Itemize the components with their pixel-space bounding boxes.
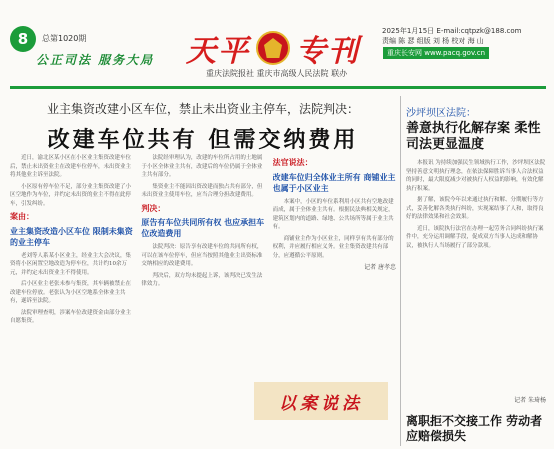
paragraph: 老刘等人系某小区业主，经业主大会决议，集资将小区闲置空地改造为停车位，共计约10余万元，并约定未出资业主不得使用。 [10,252,132,276]
side-body [406,159,546,391]
sub-headline: 改建车位归全体业主所有 商铺业主也属于小区业主 [272,171,396,193]
paragraph: 本报讯 为持续加强民生领域执行工作，沙坪坝区法院坚持善意文明执行理念，在依法保障胜诉当事人合法权益的同时，最大限度减少对被执行人权益的影响，有效化解执行积案。 [406,160,546,192]
section-tag: 法官说法： [272,157,313,167]
side-kicker: 沙坪坝区法院： [406,108,476,119]
main-headline: 改建车位共有 但需交纳费用 [47,127,359,153]
sponsors: 重庆法院报社 重庆市高级人民法院 联办 [206,69,348,78]
side-headline: 善意执行化解存案 柔性司法更显温度 [406,121,541,152]
byline: 记者 唐孝忠 [364,264,396,271]
issue-number: 总第1020期 [42,34,87,43]
section-tag: 案由： [10,211,34,221]
title-left: 天平 [186,34,250,69]
masthead-title [186,26,360,70]
side-story [406,96,546,446]
paragraph: 判决后，双方均未提起上诉，该判决已发生法律效力。 [141,272,263,287]
publication-date: 2025年1月15日 E-mail:cqtpzk@188.com [382,27,522,35]
paragraph: 本案中，小区的车位系利用小区共有空地改建而成，属于全体业主共有。根据民法典相关规定，建筑区划内的道路、绿地、公共场所等属于业主共有。 [272,198,394,230]
paragraph: 小区原有停车位不足，部分业主集资改建了小区空地作为车位，并约定未出资的业主不得在此停车，引发纠纷。 [10,183,132,207]
court-emblem-icon [256,31,290,65]
sub-headline: 原告有车位共同所有权 也应承担车位改造费用 [141,217,265,238]
paragraph: 近日，该院执行法官在办理一起劳务合同纠纷执行案件中，充分运用调解手段，促成双方当事人达成和解协议，被执行人当场履行了部分款项。 [406,225,544,249]
paragraph: 集资业主不能因出资改建而独占共有部分，但未出资业主使用车位，应当合理分担改建费用。 [141,183,263,198]
main-kicker: 业主集资改建小区车位，禁止未出资业主停车，法院判决： [46,102,359,116]
column-divider [400,96,401,446]
paragraph: 法院审理查明，涉案车位改建资金由部分业主自愿集资。 [10,309,132,324]
paragraph: 法院判决：原告享有改建车位的共同所有权，可以在该车位停车，但应当按照其他业主出资标准交纳相应的改建费用。 [141,244,263,267]
column-1 [10,154,133,444]
paragraph: 后小区业主老张未参与集资，其车辆被禁止在改建车位停放。老张认为小区空地系全体业主共有，遂诉至法院。 [10,281,132,304]
paragraph: 近日，渝北区某小区在小区业主集资改建车位后，禁止未出资业主在改建车位停车，未出资业主将其他业主诉至法院。 [10,155,132,178]
slogan: 公正司法 服务大局 [36,53,155,67]
page-number-badge: 8 [10,26,36,52]
masthead-divider [10,86,546,89]
masthead [0,0,554,92]
paragraph: 据了解，该院今年以来通过执行和解、分期履行等方式，妥善化解各类执行纠纷，实现案结事了人和，取得良好的法律效果和社会效果。 [406,197,544,220]
byline: 记者 朱琦杨 [514,397,546,404]
section-tag: 判决： [141,202,166,213]
legal-banner [254,382,388,420]
column-2 [141,154,264,444]
main-story [10,96,396,446]
paragraph: 法院经审理认为，改建的车位所占用的土地属于小区全体业主共有，改建后的车位仍属于全体业主共有部分。 [141,155,263,178]
sub-headline: 业主集资改造小区车位 限制未集资的业主停车 [10,225,133,247]
website-link[interactable]: 重庆长安网 www.pacq.gov.cn [383,47,489,59]
editor-credits: 责编 陈 瑟 组版 刘 杨 校对 海 山 [382,37,484,45]
bottom-headline: 离职拒不交接工作 劳动者应赔偿损失 [406,414,543,443]
title-right: 专刊 [296,34,360,69]
banner-text: 以案说法 [279,393,363,414]
paragraph: 商铺业主作为小区业主，同样享有共有部分的权利，并应履行相应义务。业主集资改建共有部分，应遵循公平原则。 [272,235,394,259]
